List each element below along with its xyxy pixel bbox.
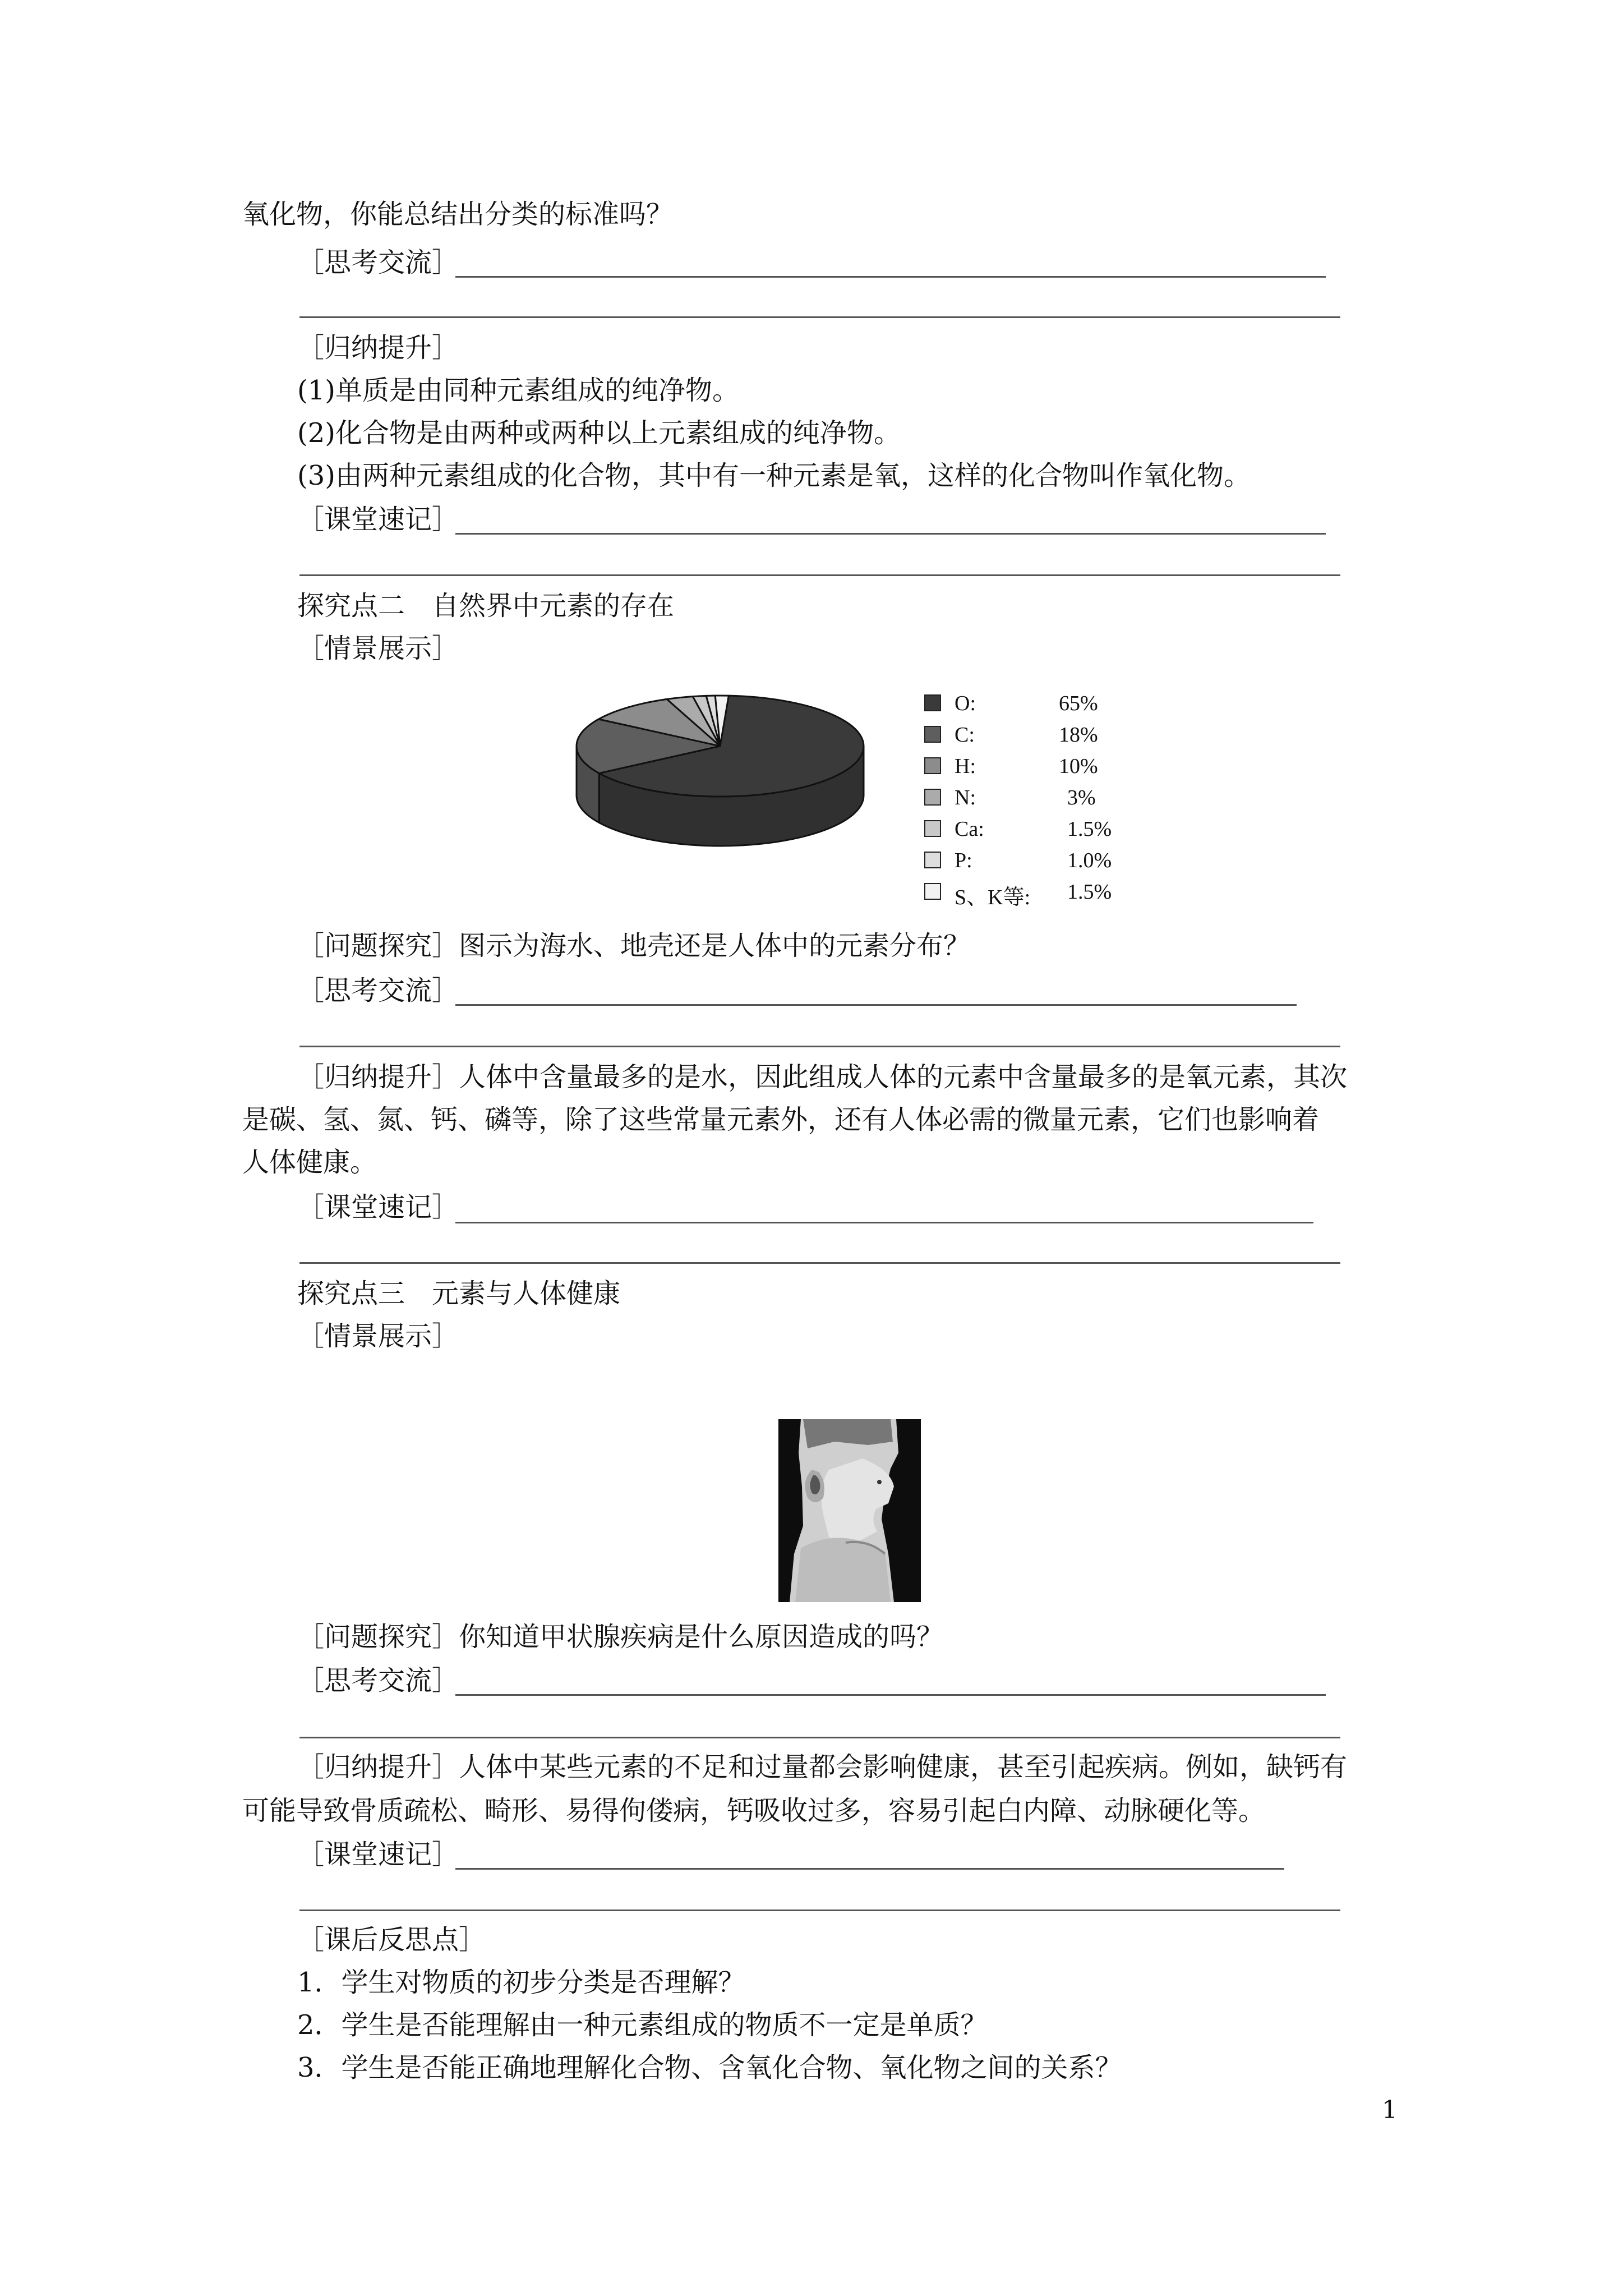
text-line: (3)由两种元素组成的化合物，其中有一种元素是氧，这样的化合物叫作氧化物。 xyxy=(297,460,1251,491)
blank-line xyxy=(299,1046,1340,1047)
text-line: ［归纳提升］人体中含量最多的是水，因此组成人体的元素中含量最多的是氧元素，其次 xyxy=(297,1061,1348,1093)
text-line: 可能导致骨质疏松、畸形、易得佝偻病，钙吸收过多，容易引起白内障、动脉硬化等。 xyxy=(242,1795,1266,1826)
page-number: 1 xyxy=(1382,2096,1398,2124)
blank-line xyxy=(455,533,1326,535)
text-line: ［归纳提升］人体中某些元素的不足和过量都会影响健康，甚至引起疾病。例如，缺钙有 xyxy=(297,1751,1348,1783)
section-heading: 探究点三 元素与人体健康 xyxy=(297,1278,621,1309)
label-think-exchange: ［思考交流］ xyxy=(297,975,459,1006)
pie-chart-svg xyxy=(0,684,1623,909)
legend-swatch xyxy=(924,852,941,868)
legend-swatch xyxy=(924,694,941,711)
label-question: ［问题探究］你知道甲状腺疾病是什么原因造成的吗？ xyxy=(297,1621,944,1653)
blank-line xyxy=(299,1262,1340,1264)
label-class-notes: ［课堂速记］ xyxy=(297,1191,459,1223)
legend-swatch xyxy=(924,726,941,743)
blank-line xyxy=(299,316,1340,318)
reflection-item: 3．学生是否能正确地理解化合物、含氧化合物、氧化物之间的关系？ xyxy=(297,2052,1122,2083)
label-class-notes: ［课堂速记］ xyxy=(297,504,459,535)
reflection-item: 2．学生是否能理解由一种元素组成的物质不一定是单质？ xyxy=(297,2009,988,2041)
label-reflection: ［课后反思点］ xyxy=(297,1924,486,1955)
photo-svg xyxy=(778,1419,921,1602)
child-neck-photo xyxy=(778,1419,921,1602)
blank-line xyxy=(299,1910,1340,1911)
text-line: (1)单质是由同种元素组成的纯净物。 xyxy=(297,375,739,406)
blank-line xyxy=(299,574,1340,576)
blank-line xyxy=(455,1868,1284,1870)
label-question: ［问题探究］图示为海水、地壳还是人体中的元素分布？ xyxy=(297,930,971,961)
blank-line xyxy=(455,1222,1313,1223)
text-line: 氧化物，你能总结出分类的标准吗？ xyxy=(242,199,674,230)
legend-swatch xyxy=(924,757,941,774)
label-think-exchange: ［思考交流］ xyxy=(297,1665,459,1696)
label-scenario: ［情景展示］ xyxy=(297,1320,459,1352)
text-line: 人体健康。 xyxy=(242,1147,377,1178)
label-scenario: ［情景展示］ xyxy=(297,633,459,664)
text-line: 是碳、氢、氮、钙、磷等，除了这些常量元素外，还有人体必需的微量元素，它们也影响着 xyxy=(242,1104,1320,1135)
text-line: (2)化合物是由两种或两种以上元素组成的纯净物。 xyxy=(297,417,901,449)
legend-swatch xyxy=(924,883,941,900)
legend-swatch xyxy=(924,820,941,837)
legend-swatch xyxy=(924,789,941,806)
label-class-notes: ［课堂速记］ xyxy=(297,1839,459,1870)
blank-line xyxy=(455,1004,1297,1006)
label-think-exchange: ［思考交流］ xyxy=(297,247,459,278)
section-heading: 探究点二 自然界中元素的存在 xyxy=(297,590,675,622)
blank-line xyxy=(455,1694,1326,1696)
label-summary: ［归纳提升］ xyxy=(297,332,459,364)
blank-line xyxy=(299,1737,1340,1738)
blank-line xyxy=(455,276,1326,278)
reflection-item: 1．学生对物质的初步分类是否理解？ xyxy=(297,1967,745,1998)
